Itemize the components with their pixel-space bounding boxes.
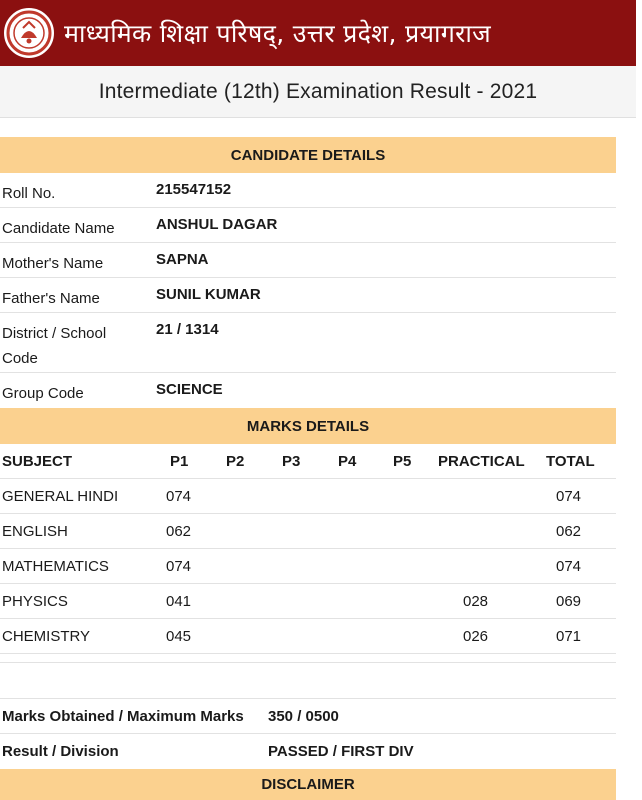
candidate-name-row <box>0 208 616 243</box>
subject-name: CHEMISTRY <box>2 628 91 645</box>
col-p4: P4 <box>338 453 357 470</box>
district-school-code-label: District / School Code <box>2 325 107 367</box>
total-marks: 062 <box>556 523 582 540</box>
result-title: Intermediate (12th) Examination Result - 2021 <box>98 79 538 103</box>
p1-marks: 074 <box>166 488 192 505</box>
mother-name-row <box>0 243 616 278</box>
marks-obtained-value: 350 / 0500 <box>268 708 339 725</box>
group-code-label: Group Code <box>2 385 84 402</box>
district-school-code-row <box>0 313 616 373</box>
p1-marks: 045 <box>166 628 192 645</box>
subject-name: ENGLISH <box>2 523 68 540</box>
roll-no-value: 215547152 <box>156 181 232 198</box>
table-divider <box>0 662 616 663</box>
p1-marks: 062 <box>166 523 192 540</box>
total-marks: 069 <box>556 593 582 610</box>
table-row <box>0 549 616 584</box>
subject-name: MATHEMATICS <box>2 558 109 575</box>
col-total: TOTAL <box>546 453 595 470</box>
practical-marks: 028 <box>463 593 489 610</box>
marks-header-row <box>0 444 616 479</box>
col-p5: P5 <box>393 453 412 470</box>
group-code-value: SCIENCE <box>156 381 223 398</box>
subject-name: PHYSICS <box>2 593 68 610</box>
p1-marks: 041 <box>166 593 192 610</box>
table-row <box>0 584 616 619</box>
father-name-label: Father's Name <box>2 290 100 307</box>
mother-name-value: SAPNA <box>156 251 209 268</box>
mother-name-label: Mother's Name <box>2 255 104 272</box>
result-title-bar <box>0 66 636 118</box>
marks-details-heading: MARKS DETAILS <box>0 408 616 444</box>
site-header <box>0 0 636 66</box>
father-name-value: SUNIL KUMAR <box>156 286 261 303</box>
board-name: माध्यमिक शिक्षा परिषद्, उत्तर प्रदेश, प्रयागराज <box>64 19 492 48</box>
father-name-row <box>0 278 616 313</box>
total-marks: 071 <box>556 628 582 645</box>
col-p3: P3 <box>282 453 301 470</box>
marks-obtained-label: Marks Obtained / Maximum Marks <box>2 708 244 725</box>
col-practical: PRACTICAL <box>438 453 525 470</box>
district-school-code-value: 21 / 1314 <box>156 321 219 338</box>
roll-no-row <box>0 173 616 208</box>
subject-name: GENERAL HINDI <box>2 488 119 505</box>
p1-marks: 074 <box>166 558 192 575</box>
candidate-name-label: Candidate Name <box>2 220 115 237</box>
result-division-label: Result / Division <box>2 743 119 760</box>
roll-no-label: Roll No. <box>2 185 56 202</box>
result-division-row <box>0 734 616 769</box>
up-government-emblem-icon <box>4 8 54 58</box>
col-subject: SUBJECT <box>2 453 73 470</box>
total-marks: 074 <box>556 558 582 575</box>
candidate-details-heading: CANDIDATE DETAILS <box>0 137 616 173</box>
col-p1: P1 <box>170 453 189 470</box>
disclaimer-heading: DISCLAIMER <box>0 769 616 800</box>
result-division-value: PASSED / FIRST DIV <box>268 743 414 760</box>
col-p2: P2 <box>226 453 245 470</box>
table-row <box>0 619 616 654</box>
table-row <box>0 514 616 549</box>
practical-marks: 026 <box>463 628 489 645</box>
candidate-name-value: ANSHUL DAGAR <box>156 216 278 233</box>
total-marks: 074 <box>556 488 582 505</box>
table-row <box>0 479 616 514</box>
group-code-row <box>0 373 616 408</box>
marks-obtained-row <box>0 699 616 734</box>
